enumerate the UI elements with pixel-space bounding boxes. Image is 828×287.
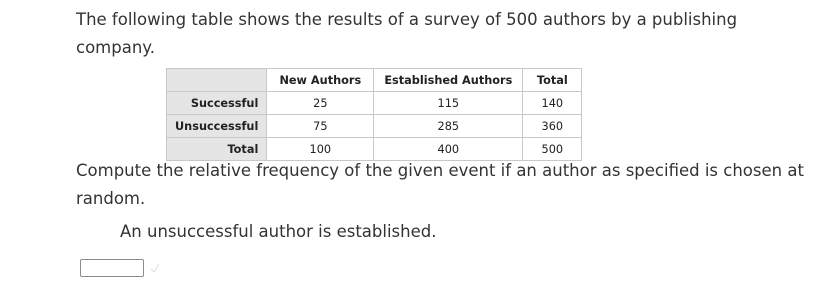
problem-question: Compute the relative frequency of the given event if an author as specified is chosen at random. (76, 161, 804, 208)
table-cell: 285 (374, 115, 523, 138)
problem-intro: The following table shows the results of a survey of 500 authors by a publishing company. (76, 10, 738, 57)
column-header: New Authors (267, 69, 374, 92)
table-cell: 360 (523, 115, 582, 138)
table-cell: 75 (267, 115, 374, 138)
survey-table (166, 68, 582, 161)
table-header-row (167, 69, 582, 92)
answer-input[interactable] (80, 259, 144, 277)
table-corner-cell (167, 69, 267, 92)
table-cell: 400 (374, 138, 523, 161)
table-row (167, 115, 582, 138)
row-header: Successful (167, 92, 267, 115)
column-header: Total (523, 69, 582, 92)
table-cell: 140 (523, 92, 582, 115)
table-cell: 115 (374, 92, 523, 115)
row-header: Unsuccessful (167, 115, 267, 138)
row-header: Total (167, 138, 267, 161)
event-description: An unsuccessful author is established. (120, 222, 437, 241)
table-cell: 500 (523, 138, 582, 161)
table-row (167, 92, 582, 115)
column-header: Established Authors (374, 69, 523, 92)
table-cell: 100 (267, 138, 374, 161)
table-cell: 25 (267, 92, 374, 115)
check-icon (150, 260, 160, 276)
